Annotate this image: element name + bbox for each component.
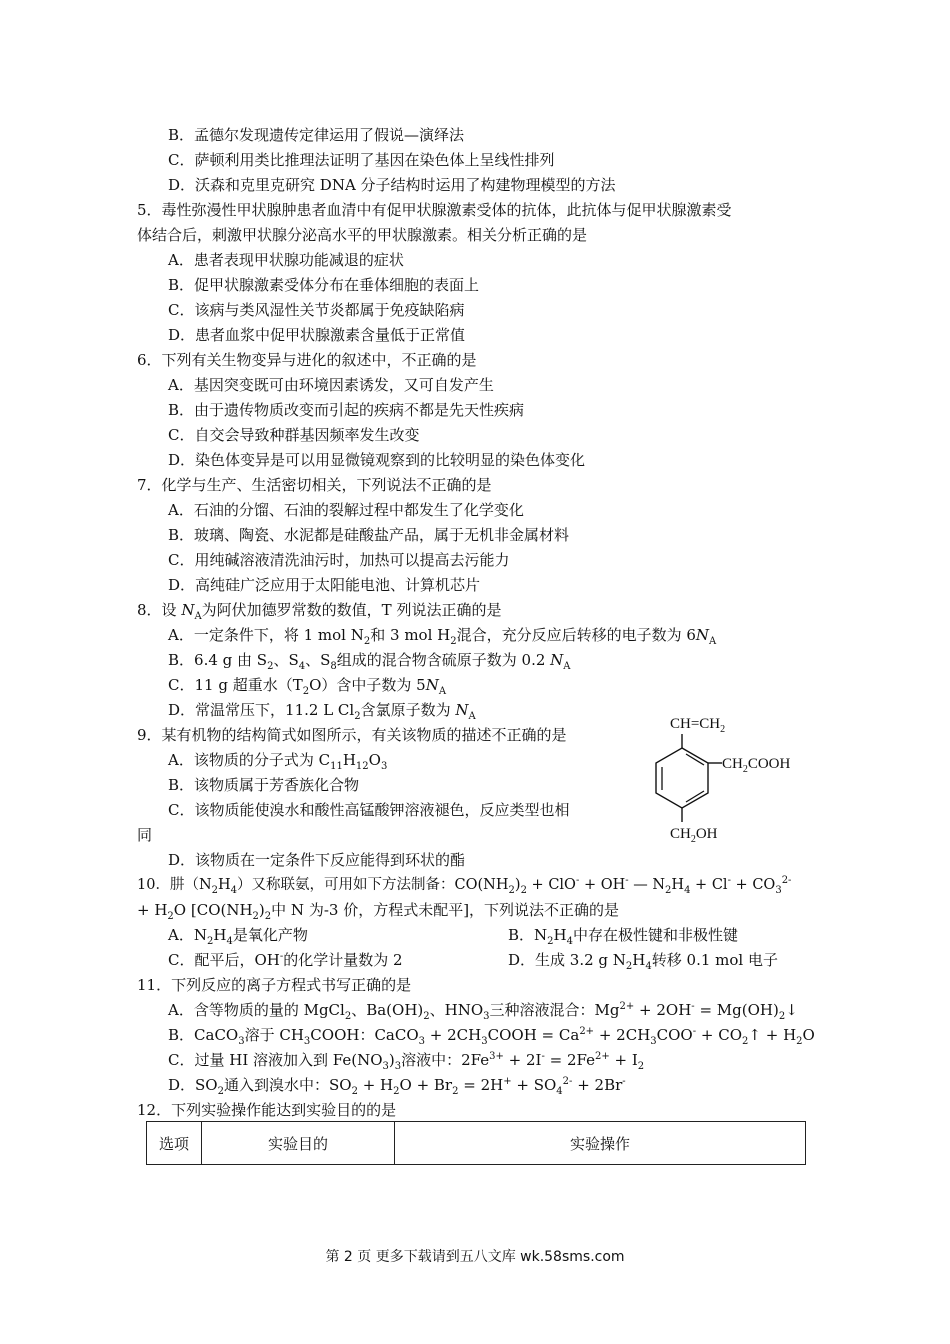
q7-option-a: A．石油的分馏、石油的裂解过程中都发生了化学变化: [168, 501, 524, 519]
col-purpose: 实验目的: [202, 1122, 395, 1165]
q9-option-b: B．该物质属于芳香族化合物: [168, 776, 360, 794]
q11-option-a: A．含等物质的量的 MgCl$_2$、$Ba(OH)_2$、$HNO_3$三种溶液混合：$Mg^{2+} + 2OH^-$ = $Mg(OH)_2↓$: [168, 1001, 798, 1022]
q8-option-c: C．11 g 超重水$(T_2O)$含中子数为 $5N_A$: [168, 676, 447, 697]
q9-option-c-line1: C．该物质能使溴水和酸性高锰酸钾溶液褪色，反应类型也相: [168, 801, 570, 819]
q5-option-b: B．促甲状腺激素受体分布在垂体细胞的表面上: [168, 276, 480, 294]
q5-stem-line1: 5．毒性弥漫性甲状腺肿患者血清中有促甲状腺激素受体的抗体，此抗体与促甲状腺激素受: [137, 201, 732, 219]
q6-option-a: A．基因突变既可由环境因素诱发，又可自发产生: [168, 376, 494, 394]
q9-option-d: D．该物质在一定条件下反应能得到环状的酯: [168, 851, 466, 869]
page-footer: 第 2 页 更多下载请到五八文库 wk.58sms.com: [325, 1249, 625, 1265]
q8-stem: 8．设 $N_A$为阿伏加德罗常数的数值，T 列说法正确的是: [137, 601, 502, 622]
q5-option-a: A．患者表现甲状腺功能减退的症状: [168, 251, 404, 269]
q4-option-d: D．沃森和克里克研究 DNA 分子结构时运用了构建物理模型的方法: [168, 176, 616, 194]
structure-side-group: $CH_2COOH$: [722, 756, 791, 775]
q6-stem: 6．下列有关生物变异与进化的叙述中，不正确的是: [137, 351, 477, 369]
q5-option-d: D．患者血浆中促甲状腺激素含量低于正常值: [168, 326, 466, 344]
q9-option-c-line2: 同: [137, 826, 153, 844]
q11-option-b: B．CaCO$_3$溶于 $CH_3COOH$：CaCO$_3$ + $2CH_3COOH = Ca^{2+} + 2CH_3COO^-$ + $CO_2↑ + H_2O$: [168, 1026, 815, 1047]
q8-option-a: A．一定条件下，将 1 mol $N_2$和 3 mol $H_2$混合，充分反应后转移的电子数为 $6N_A$: [168, 626, 717, 647]
q5-stem-line2: 体结合后，刺激甲状腺分泌高水平的甲状腺激素。相关分析正确的是: [137, 226, 588, 244]
col-operation: 实验操作: [395, 1122, 806, 1165]
q7-option-c: C．用纯碱溶液清洗油污时，加热可以提高去污能力: [168, 551, 510, 569]
q4-option-c: C．萨顿利用类比推理法证明了基因在染色体上呈线性排列: [168, 151, 555, 169]
table-header-row: [147, 1122, 806, 1165]
q7-option-b: B．玻璃、陶瓷、水泥都是硅酸盐产品，属于无机非金属材料: [168, 526, 570, 544]
q8-option-d: D．常温常压下，11.2 L $Cl_2$含氯原子数为 $N_A$: [168, 701, 476, 722]
q6-option-d: D．染色体变异是可以用显微镜观察到的比较明显的染色体变化: [168, 451, 586, 469]
q9-stem: 9．某有机物的结构简式如图所示，有关该物质的描述不正确的是: [137, 726, 567, 744]
q10-option-b: B．$N_2H_4$中存在极性键和非极性键: [508, 926, 739, 947]
q11-option-d: D．$SO_2$通入到溴水中：$SO_2 + H_2O + Br_2 = 2H^+ + SO_4^{2-} + 2Br^-$: [168, 1076, 626, 1097]
organic-structure-diagram: [640, 712, 810, 847]
q6-option-b: B．由于遗传物质改变而引起的疾病不都是先天性疾病: [168, 401, 525, 419]
q8-option-b: B．6.4 g 由 $S_2$、$S_4$、$S_8$组成的混合物含硫原子数为 0.2 $N_A$: [168, 651, 571, 672]
q10-option-a: A．$N_2H_4$是氧化产物: [168, 926, 308, 947]
q11-stem: 11．下列反应的离子方程式书写正确的是: [137, 976, 412, 994]
q6-option-c: C．自交会导致种群基因频率发生改变: [168, 426, 420, 444]
q10-stem-line2: + $H_2O$ [$CO(NH_2)_2$中 N 为-3 价，方程式未配平]，下列说法不正确的是: [137, 901, 620, 922]
q11-option-c: C．过量 HI 溶液加入到 $Fe(NO_3)_3$溶液中：$2Fe^{3+} + 2I^- = 2Fe^{2+} + I_2$: [168, 1051, 645, 1072]
q10-stem-line1: 10．肼$(N_2H_4)$又称联氨，可用如下方法制备：$CO(NH_2)_2 + ClO^- + OH^-$ — $N_2H_4 + Cl^- + CO_3^{2-}$: [137, 875, 792, 896]
q9-option-a: A．该物质的分子式为 $C_{11}H_{12}O_3$: [168, 751, 388, 772]
q4-option-b: B．孟德尔发现遗传定律运用了假说—演绎法: [168, 126, 465, 144]
experiment-table: [146, 1121, 806, 1165]
q12-stem: 12．下列实验操作能达到实验目的的是: [137, 1101, 397, 1119]
col-option: 选项: [147, 1122, 202, 1165]
q7-option-d: D．高纯硅广泛应用于太阳能电池、计算机芯片: [168, 576, 481, 594]
q10-option-d: D．生成 3.2 g $N_2H_4$转移 0.1 mol 电子: [508, 951, 778, 972]
q10-option-c: C．配平后，OH-的化学计量数为 2: [168, 951, 403, 969]
structure-top-group: $CH=CH_2$: [670, 716, 726, 735]
q7-stem: 7．化学与生产、生活密切相关，下列说法不正确的是: [137, 476, 492, 494]
structure-bottom-group: $CH_2OH$: [670, 826, 718, 845]
q5-option-c: C．该病与类风湿性关节炎都属于免疫缺陷病: [168, 301, 465, 319]
